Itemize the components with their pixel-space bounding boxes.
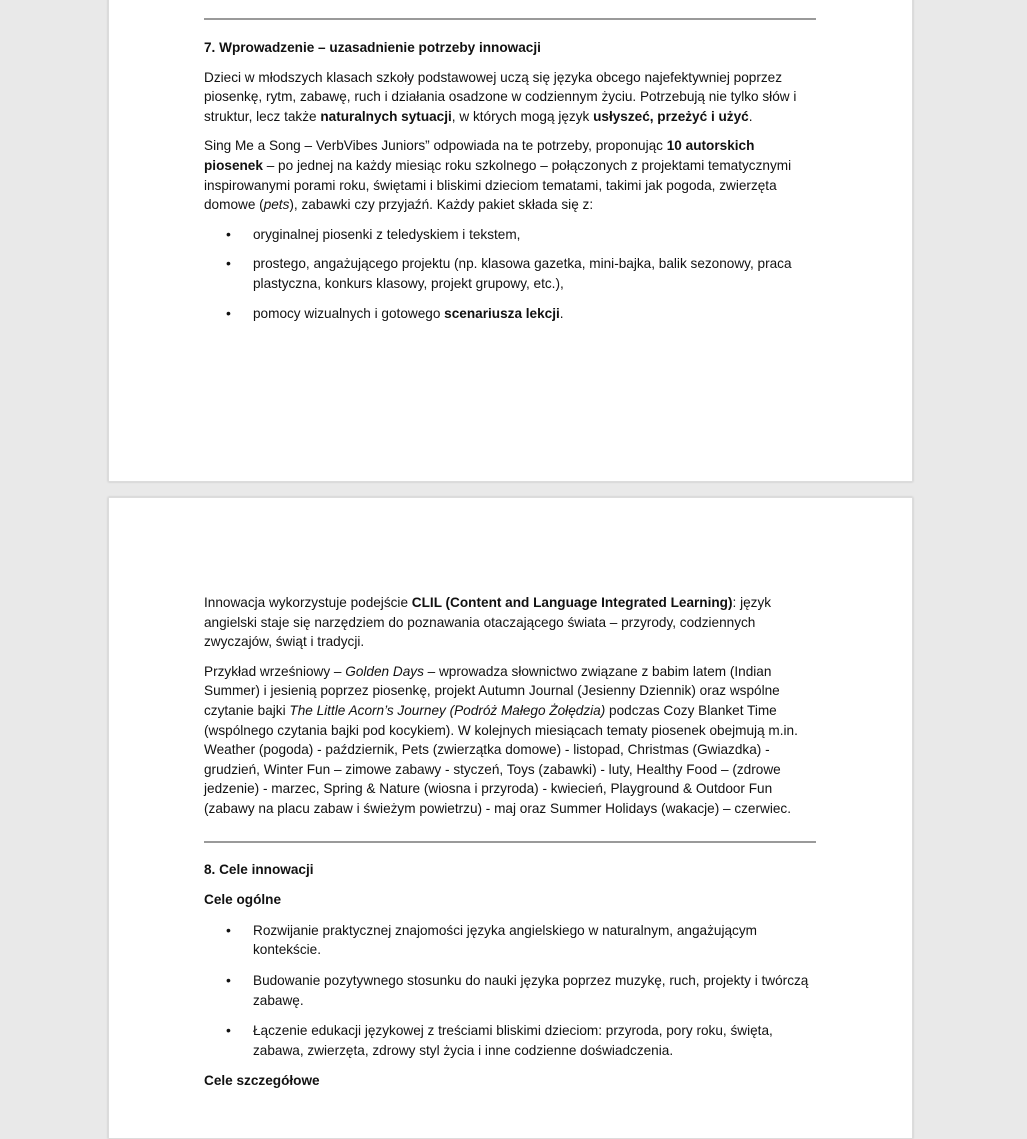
september-example-paragraph: Przykład wrześniowy – Golden Days – wprowadza słownictwo związane z babim latem (Indian Summer) i jesienią poprzez piosenkę, projekt Autumn Journal (Jesienny Dziennik) oraz wspólne czytanie bajki The Little Acorn’s Journey (Podróż Małego Żołędzia) podczas Cozy Blanket Time (wspólnego czytania bajki pod kocykiem). W kolejnych miesiącach tematy piosenek obejmują m.in. Weather (pogoda) - październik, Pets (zwierzątka domowe) - listopad, Christmas (Gwiazdka) - grudzień, Winter Fun – zimowe zabawy - styczeń, Toys (zabawki) - luty, Healthy Food – (zdrowe jedzenie) - marzec, Spring & Nature (wiosna i przyroda) - kwiecień, Playground & Outdoor Fun (zabawy na placu zabaw i świeżym powietrzu) - maj oraz Summer Holidays (wakacje) – czerwiec.: [204, 663, 798, 816]
general-goals-list: [204, 921, 816, 1061]
section-8-heading: 8. Cele innowacji: [204, 861, 314, 877]
list-item: • prostego, angażującego projektu (np. klasowa gazetka, mini-bajka, balik sezonowy, praca plastyczna, konkurs klasowy, projekt grupowy, etc.),: [204, 254, 816, 293]
document-page-2: [108, 497, 913, 1139]
section-divider: [204, 18, 816, 20]
clil-paragraph: Innowacja wykorzystuje podejście CLIL (Content and Language Integrated Learning): język angielski staje się narzędziem do poznawania otaczającego świata – przyrody, codziennych zwyczajów, świąt i tradycji.: [204, 595, 772, 650]
list-item: • oryginalnej piosenki z teledyskiem i tekstem,: [204, 225, 816, 245]
general-goals-heading: Cele ogólne: [204, 892, 282, 908]
section-divider: [204, 841, 816, 843]
list-item: • Łączenie edukacji językowej z treściami bliskimi dzieciom: przyroda, pory roku, święta, zabawa, zwierzęta, zdrowy styl życia i inne codzienne doświadczenia.: [204, 1021, 816, 1060]
page-1-content: [204, 18, 816, 323]
page-2-content: [204, 593, 816, 1091]
list-item: • Rozwijanie praktycznej znajomości języka angielskiego w naturalnym, angażującym kontekście.: [204, 921, 816, 960]
document-page-1: [108, 0, 913, 482]
list-item: • Budowanie pozytywnego stosunku do nauki języka poprzez muzykę, ruch, projekty i twórczą zabawę.: [204, 971, 816, 1010]
intro-paragraph-1: Dzieci w młodszych klasach szkoły podstawowej uczą się języka obcego najefektywniej poprzez piosenkę, rytm, zabawę, ruch i działania osadzone w codziennym życiu. Potrzebują nie tylko słów i struktur, lecz także naturalnych sytuacji, w których mogą język usłyszeć, przeżyć i użyć.: [204, 69, 797, 124]
package-contents-list: [204, 225, 816, 323]
intro-paragraph-2: Sing Me a Song – VerbVibes Juniors” odpowiada na te potrzeby, proponując 10 autorskich piosenek – po jednej na każdy miesiąc roku szkolnego – połączonych z projektami tematycznymi inspirowanymi porami roku, świętami i bliskimi dzieciom tematami, takimi jak pogoda, zwierzęta domowe (pets), zabawki czy przyjaźń. Każdy pakiet składa się z:: [204, 138, 792, 213]
list-item: • pomocy wizualnych i gotowego scenariusza lekcji.: [204, 304, 816, 324]
specific-goals-heading: Cele szczegółowe: [204, 1073, 320, 1089]
section-7-heading: 7. Wprowadzenie – uzasadnienie potrzeby innowacji: [204, 40, 541, 55]
